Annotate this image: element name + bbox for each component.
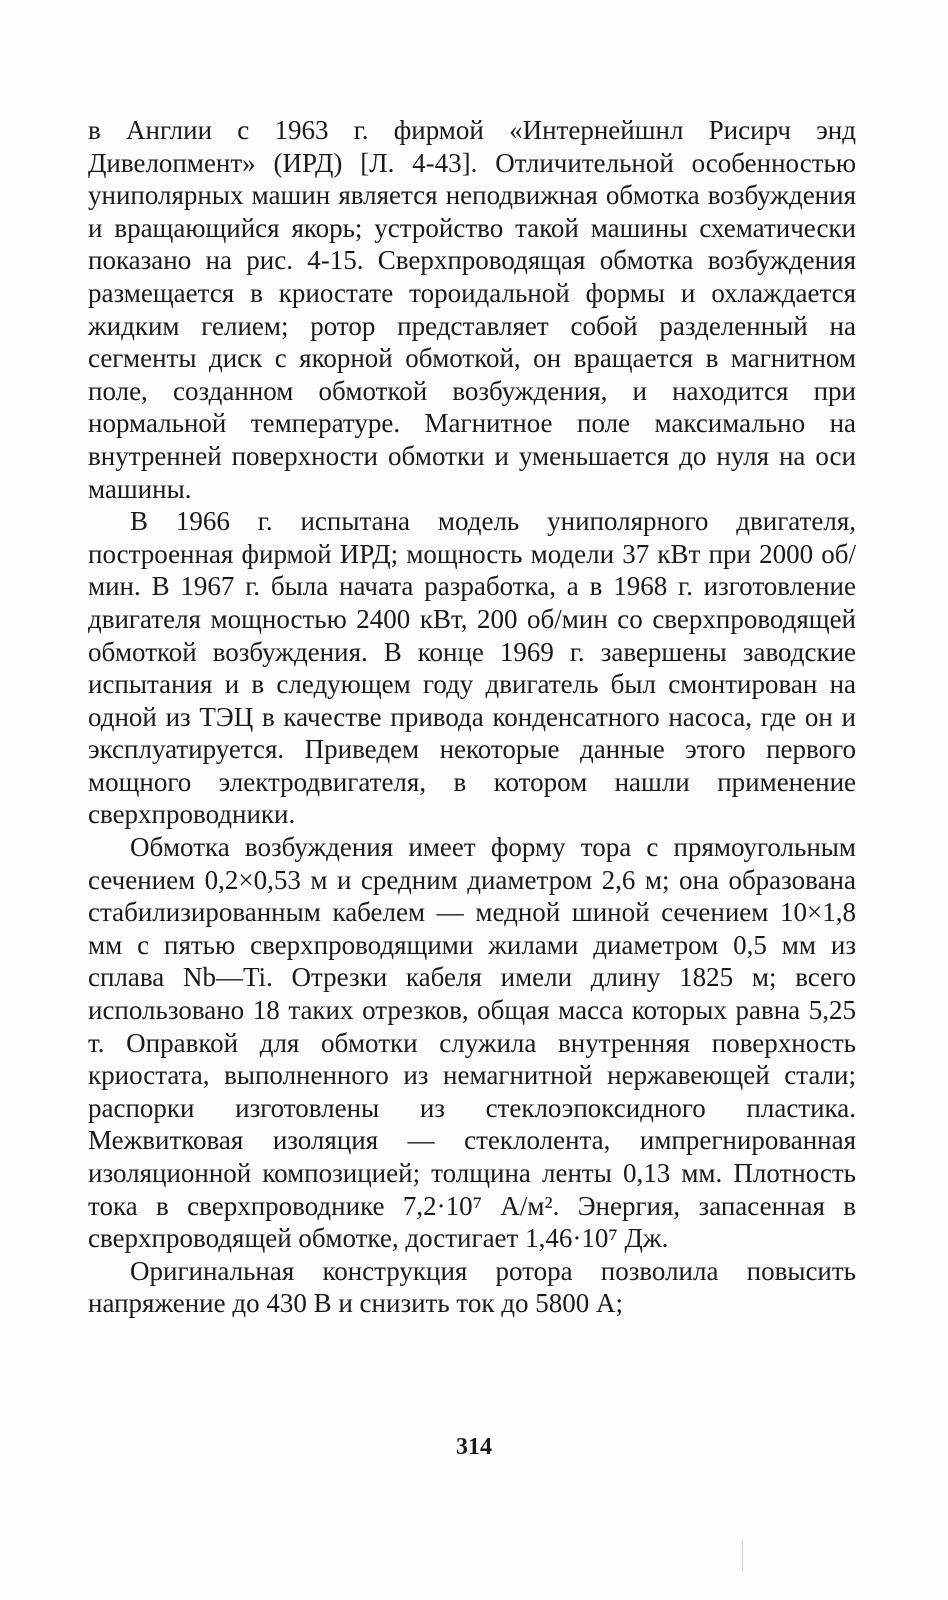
body-text [88, 114, 856, 1320]
page-number: 314 [456, 1434, 492, 1460]
scan-artifact-line [742, 1540, 743, 1570]
paragraph-1: в Англии с 1963 г. фирмой «Интернейшнл Рисирч энд Дивелопмент» (ИРД) [Л. 4-43]. Отличительной особенностью униполярных машин является неподвижная обмотка возбуждения и вращающийся якорь; устройство такой машины схематически показано на рис. 4-15. Сверхпроводящая обмотка возбуждения размещается в криостате тороидальной формы и охлаждается жидким гелием; ротор представляет собой разделенный на сегменты диск с якорной обмоткой, он вращается в магнитном поле, созданном обмоткой возбуждения, и находится при нормальной температуре. Магнитное поле максимально на внутренней поверхности обмотки и уменьшается до нуля на оси машины. [88, 115, 856, 504]
paragraph-4: Оригинальная конструкция ротора позволила повысить напряжение до 430 В и снизить ток до 5800 А; [88, 1255, 856, 1319]
paragraph-2: В 1966 г. испытана модель униполярного двигателя, построенная фирмой ИРД; мощность модели 37 кВт при 2000 об/мин. В 1967 г. была начата разработка, а в 1968 г. изготовление двигателя мощностью 2400 кВт, 200 об/мин со сверхпроводящей обмоткой возбуждения. В конце 1969 г. завершены заводские испытания и в следующем году двигатель был смонтирован на одной из ТЭЦ в качестве привода конденсатного насоса, где он и эксплуатируется. Приведем некоторые данные этого первого мощного электродвигателя, в котором нашли применение сверхпроводники. [88, 506, 856, 830]
paragraph-3: Обмотка возбуждения имеет форму тора с прямоугольным сечением 0,2×0,53 м и средним диаметром 2,6 м; она образована стабилизированным кабелем — медной шиной сечением 10×1,8 мм с пятью сверхпроводящими жилами диаметром 0,5 мм из сплава Nb—Ti. Отрезки кабеля имели длину 1825 м; всего использовано 18 таких отрезков, общая масса которых равна 5,25 т. Оправкой для обмотки служила внутренняя поверхность криостата, выполненного из немагнитной нержавеющей стали; распорки изготовлены из стеклоэпоксидного пластика. Межвитковая изоляция — стеклолента, импрегнированная изоляционной композицией; толщина ленты 0,13 мм. Плотность тока в сверхпроводнике 7,2·10⁷ А/м². Энергия, запасенная в сверхпроводящей обмотке, достигает 1,46·10⁷ Дж. [88, 832, 856, 1254]
